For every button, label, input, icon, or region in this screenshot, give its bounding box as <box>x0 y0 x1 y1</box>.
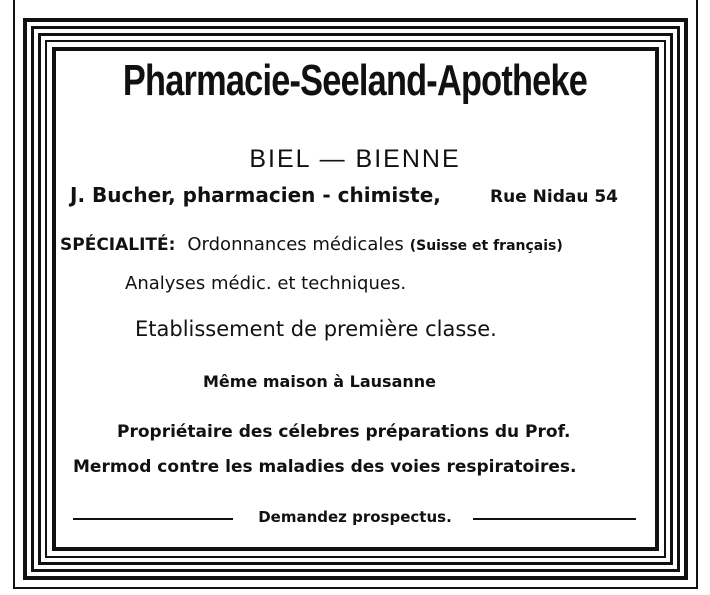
pharmacy-title: Pharmacie-Seeland-Apotheke <box>122 56 588 105</box>
specialty-line <box>60 234 563 255</box>
city-line: BIEL — BIENNE <box>249 145 461 173</box>
same-house-line: Même maison à Lausanne <box>203 372 436 391</box>
owner-name: J. Bucher, pharmacien - chimiste, <box>70 183 441 207</box>
specialty-label: SPÉCIALITÉ: <box>60 235 176 255</box>
prospectus-rule-right <box>473 518 636 520</box>
owner-line <box>70 183 441 207</box>
establishment-line: Etablissement de première classe. <box>135 317 497 341</box>
proprietor-line-1: Propriétaire des célebres préparations du Prof. <box>117 422 571 442</box>
proprietor-line-2: Mermod contre les maladies des voies respiratoires. <box>73 457 577 477</box>
specialty-main: Ordonnances médicales <box>187 234 404 255</box>
analyses-line: Analyses médic. et techniques. <box>125 273 407 294</box>
address: Rue Nidau 54 <box>490 187 619 207</box>
prospectus-line: Demandez prospectus. <box>258 508 452 526</box>
specialty-note: (Suisse et français) <box>409 238 563 254</box>
